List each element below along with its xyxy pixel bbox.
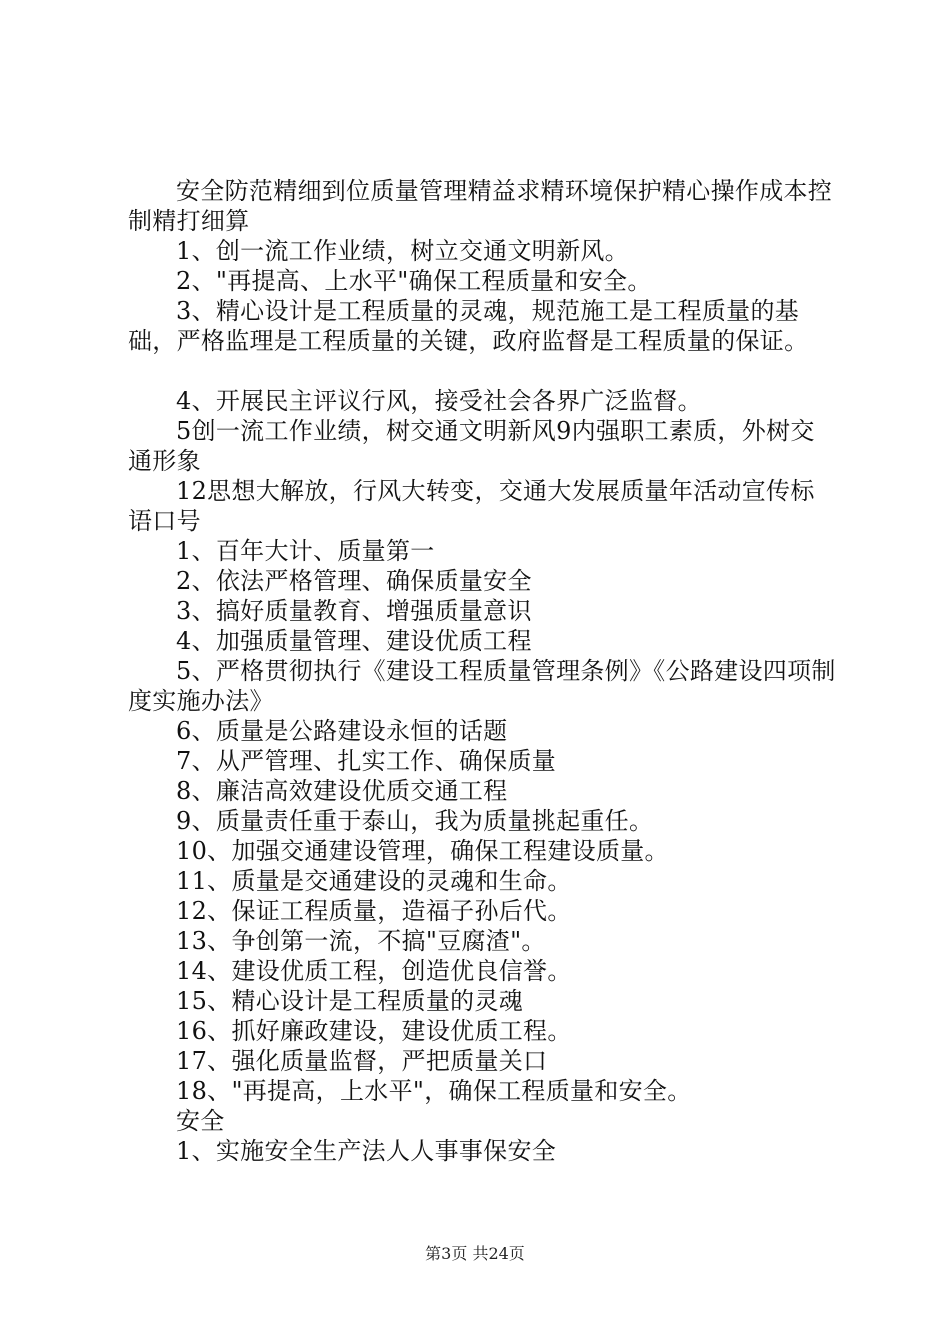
page-number: 第3页 共24页 <box>425 1244 525 1263</box>
document-body <box>128 176 838 1166</box>
paragraph: 15、精心设计是工程质量的灵魂 <box>176 987 524 1015</box>
paragraph: 1、创一流工作业绩，树立交通文明新风。 <box>176 237 629 265</box>
paragraph: 13、争创第一流，不搞"豆腐渣"。 <box>176 927 546 955</box>
paragraph: 3、精心设计是工程质量的灵魂，规范施工是工程质量的基础，严格监理是工程质量的关键，政府监督是工程质量的保证。 <box>128 297 809 355</box>
paragraph: 7、从严管理、扎实工作、确保质量 <box>176 747 557 775</box>
paragraph: 6、质量是公路建设永恒的话题 <box>176 717 508 745</box>
paragraph: 1、百年大计、质量第一 <box>176 537 435 565</box>
paragraph: 12思想大解放，行风大转变，交通大发展质量年活动宣传标语口号 <box>128 477 815 535</box>
paragraph: 17、强化质量监督，严把质量关口 <box>176 1047 548 1075</box>
paragraph: 14、建设优质工程，创造优良信誉。 <box>176 957 572 985</box>
paragraph: 4、开展民主评议行风，接受社会各界广泛监督。 <box>176 387 702 415</box>
paragraph: 3、搞好质量教育、增强质量意识 <box>176 597 532 625</box>
paragraph: 4、加强质量管理、建设优质工程 <box>176 627 532 655</box>
paragraph: 10、加强交通建设管理，确保工程建设质量。 <box>176 837 669 865</box>
paragraph: 安全防范精细到位质量管理精益求精环境保护精心操作成本控制精打细算 <box>128 177 833 235</box>
section-heading: 安全 <box>176 1107 225 1135</box>
paragraph: 12、保证工程质量，造福子孙后代。 <box>176 897 572 925</box>
paragraph: 5、严格贯彻执行《建设工程质量管理条例》《公路建设四项制度实施办法》 <box>128 657 836 715</box>
paragraph: 2、依法严格管理、确保质量安全 <box>176 567 532 595</box>
blank-line <box>128 356 838 386</box>
paragraph: 8、廉洁高效建设优质交通工程 <box>176 777 508 805</box>
paragraph: 18、"再提高，上水平"，确保工程质量和安全。 <box>176 1077 692 1105</box>
paragraph: 1、实施安全生产法人人事事保安全 <box>176 1137 557 1165</box>
paragraph: 5创一流工作业绩，树交通文明新风9内强职工素质，外树交通形象 <box>128 417 815 475</box>
paragraph: 2、"再提高、上水平"确保工程质量和安全。 <box>176 267 652 295</box>
paragraph: 11、质量是交通建设的灵魂和生命。 <box>176 867 572 895</box>
paragraph: 16、抓好廉政建设，建设优质工程。 <box>176 1017 572 1045</box>
paragraph: 9、质量责任重于泰山，我为质量挑起重任。 <box>176 807 654 835</box>
